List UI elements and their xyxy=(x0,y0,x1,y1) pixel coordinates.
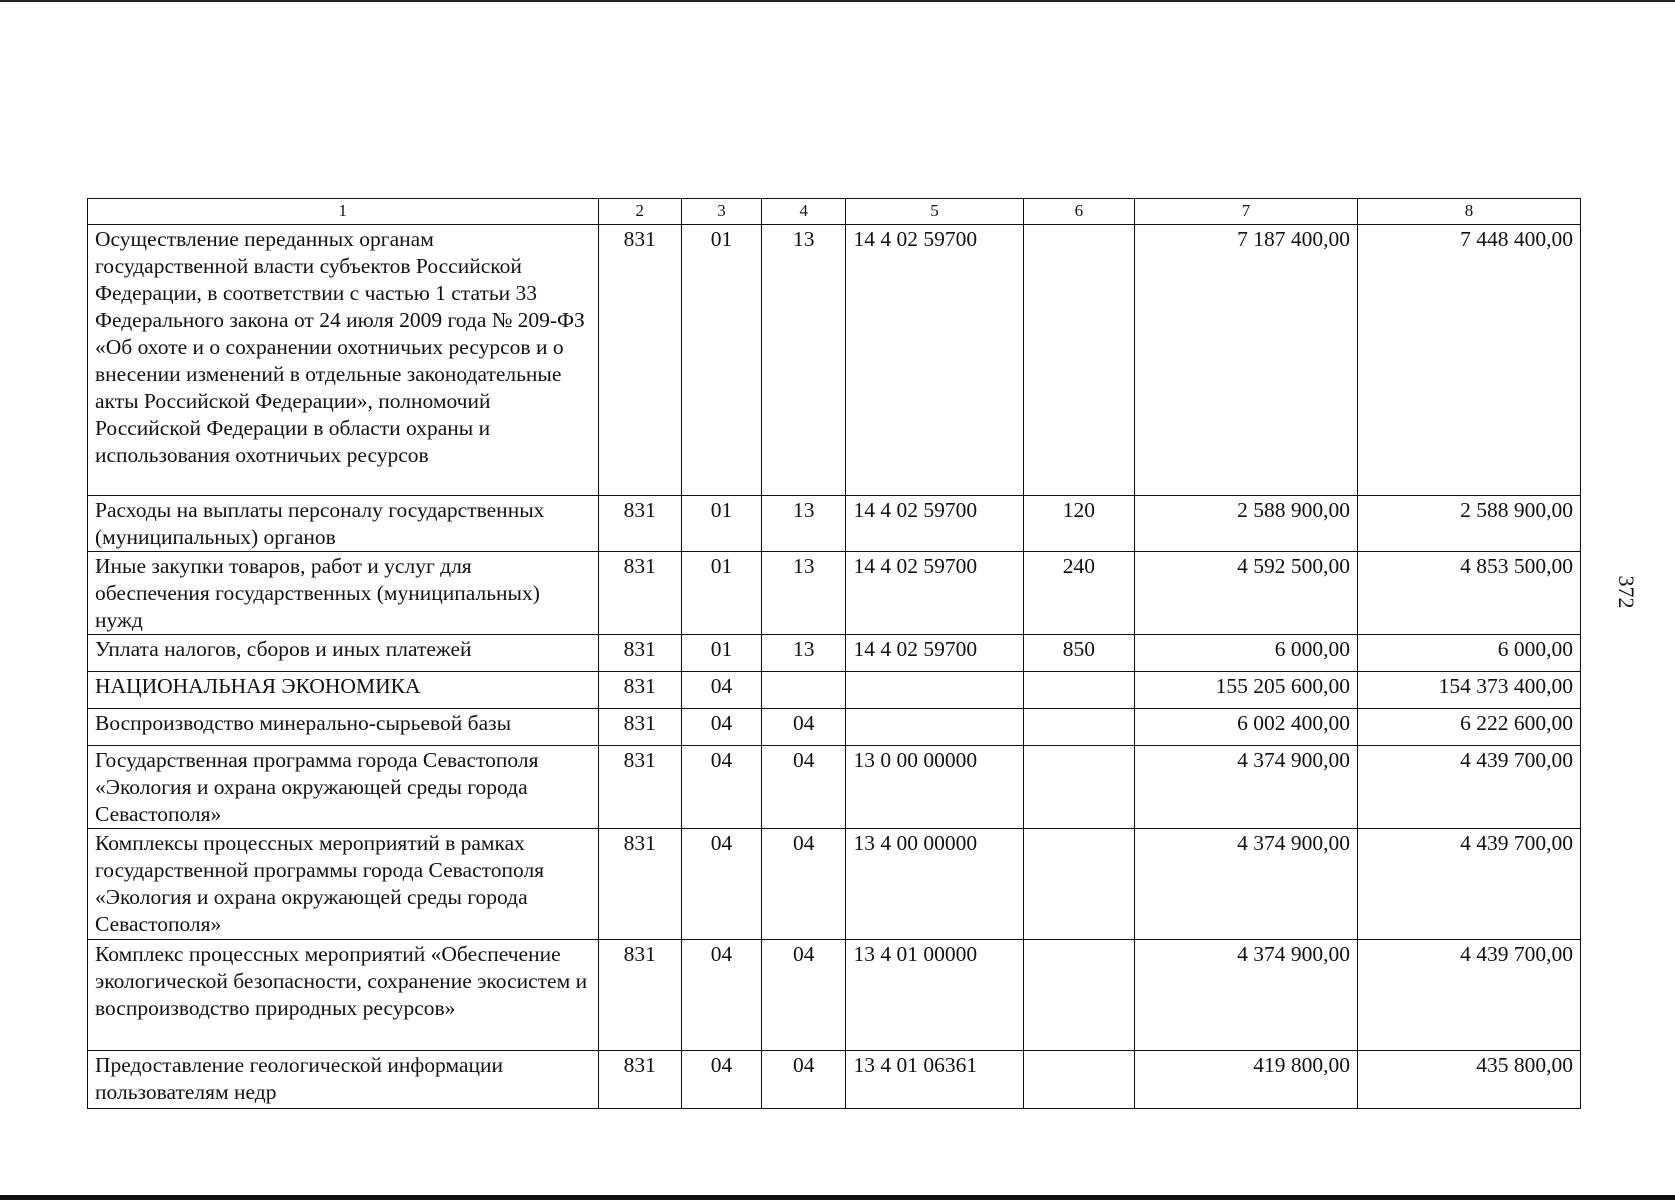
table-row xyxy=(88,709,1581,746)
row-amount-year2: 4 439 700,00 xyxy=(1358,746,1581,829)
row-section-code: 01 xyxy=(681,225,761,496)
row-section-code: 01 xyxy=(681,552,761,635)
row-expense-type xyxy=(1023,225,1134,496)
row-ministry-code: 831 xyxy=(598,552,681,635)
row-ministry-code: 831 xyxy=(598,746,681,829)
row-section-code: 04 xyxy=(681,940,761,1051)
row-section-code: 04 xyxy=(681,672,761,709)
table-row xyxy=(88,672,1581,709)
row-target-article: 14 4 02 59700 xyxy=(846,496,1023,552)
row-description: Уплата налогов, сборов и иных платежей xyxy=(88,635,599,672)
row-description: Комплекс процессных мероприятий «Обеспечение экологической безопасности, сохранение экосистем и воспроизводство природных ресурсов» xyxy=(88,940,599,1051)
row-amount-year1: 419 800,00 xyxy=(1135,1051,1358,1109)
row-description: Государственная программа города Севастополя «Экология и охрана окружающей среды города Севастополя» xyxy=(88,746,599,829)
column-header: 1 xyxy=(88,199,599,225)
row-amount-year2: 4 439 700,00 xyxy=(1358,940,1581,1051)
row-ministry-code: 831 xyxy=(598,709,681,746)
row-target-article: 13 4 01 06361 xyxy=(846,1051,1023,1109)
row-ministry-code: 831 xyxy=(598,496,681,552)
row-description: Воспроизводство минерально-сырьевой базы xyxy=(88,709,599,746)
row-amount-year1: 2 588 900,00 xyxy=(1135,496,1358,552)
table-row xyxy=(88,829,1581,940)
table-row xyxy=(88,225,1581,496)
row-description: Комплексы процессных мероприятий в рамках государственной программы города Севастополя «Экология и охрана окружающей среды города Севастополя» xyxy=(88,829,599,940)
row-description: Предоставление геологической информации пользователям недр xyxy=(88,1051,599,1109)
table-row xyxy=(88,746,1581,829)
row-subsection-code: 04 xyxy=(762,1051,846,1109)
column-header: 5 xyxy=(846,199,1023,225)
row-amount-year2: 6 000,00 xyxy=(1358,635,1581,672)
row-subsection-code: 13 xyxy=(762,496,846,552)
row-section-code: 01 xyxy=(681,635,761,672)
row-amount-year1: 4 592 500,00 xyxy=(1135,552,1358,635)
row-expense-type xyxy=(1023,709,1134,746)
row-expense-type xyxy=(1023,1051,1134,1109)
row-subsection-code: 13 xyxy=(762,552,846,635)
row-section-code: 04 xyxy=(681,1051,761,1109)
row-amount-year2: 6 222 600,00 xyxy=(1358,709,1581,746)
row-amount-year1: 4 374 900,00 xyxy=(1135,746,1358,829)
table-row xyxy=(88,1051,1581,1109)
row-amount-year1: 6 002 400,00 xyxy=(1135,709,1358,746)
budget-table xyxy=(87,198,1581,1109)
row-expense-type: 850 xyxy=(1023,635,1134,672)
table-row xyxy=(88,635,1581,672)
row-subsection-code: 04 xyxy=(762,709,846,746)
row-amount-year1: 4 374 900,00 xyxy=(1135,829,1358,940)
row-subsection-code: 04 xyxy=(762,940,846,1051)
row-ministry-code: 831 xyxy=(598,672,681,709)
row-subsection-code: 04 xyxy=(762,746,846,829)
row-description: Осуществление переданных органам государственной власти субъектов Российской Федерации, в соответствии с частью 1 статьи 33 Федерального закона от 24 июля 2009 года № 209-ФЗ «Об охоте и о сохранении охотничьих ресурсов и о внесении изменений в отдельные законодательные акты Российской Федерации», полномочий Российской Федерации в области охраны и использования охотничьих ресурсов xyxy=(88,225,599,496)
row-expense-type xyxy=(1023,829,1134,940)
row-ministry-code: 831 xyxy=(598,1051,681,1109)
table-row xyxy=(88,496,1581,552)
table-row xyxy=(88,552,1581,635)
scan-edge-bottom xyxy=(0,1195,1675,1200)
row-section-code: 04 xyxy=(681,746,761,829)
row-description: НАЦИОНАЛЬНАЯ ЭКОНОМИКА xyxy=(88,672,599,709)
row-description: Расходы на выплаты персоналу государственных (муниципальных) органов xyxy=(88,496,599,552)
row-amount-year2: 2 588 900,00 xyxy=(1358,496,1581,552)
row-expense-type xyxy=(1023,940,1134,1051)
row-subsection-code xyxy=(762,672,846,709)
row-subsection-code: 04 xyxy=(762,829,846,940)
column-header: 3 xyxy=(681,199,761,225)
row-expense-type xyxy=(1023,672,1134,709)
row-target-article: 14 4 02 59700 xyxy=(846,635,1023,672)
scan-edge-top xyxy=(0,0,1675,2)
row-target-article: 13 0 00 00000 xyxy=(846,746,1023,829)
row-amount-year1: 4 374 900,00 xyxy=(1135,940,1358,1051)
row-amount-year1: 155 205 600,00 xyxy=(1135,672,1358,709)
row-target-article: 14 4 02 59700 xyxy=(846,552,1023,635)
row-expense-type: 120 xyxy=(1023,496,1134,552)
row-target-article: 13 4 00 00000 xyxy=(846,829,1023,940)
row-amount-year2: 4 439 700,00 xyxy=(1358,829,1581,940)
column-header: 6 xyxy=(1023,199,1134,225)
column-header: 4 xyxy=(762,199,846,225)
row-target-article: 13 4 01 00000 xyxy=(846,940,1023,1051)
row-target-article: 14 4 02 59700 xyxy=(846,225,1023,496)
column-header: 8 xyxy=(1358,199,1581,225)
row-expense-type xyxy=(1023,746,1134,829)
row-subsection-code: 13 xyxy=(762,225,846,496)
row-amount-year2: 435 800,00 xyxy=(1358,1051,1581,1109)
row-target-article xyxy=(846,709,1023,746)
table-row xyxy=(88,940,1581,1051)
row-amount-year1: 7 187 400,00 xyxy=(1135,225,1358,496)
column-header: 2 xyxy=(598,199,681,225)
page-number: 372 xyxy=(1614,575,1639,609)
row-amount-year2: 7 448 400,00 xyxy=(1358,225,1581,496)
column-header: 7 xyxy=(1135,199,1358,225)
column-number-header-row xyxy=(88,199,1581,225)
row-target-article xyxy=(846,672,1023,709)
row-section-code: 04 xyxy=(681,829,761,940)
row-subsection-code: 13 xyxy=(762,635,846,672)
row-ministry-code: 831 xyxy=(598,225,681,496)
row-ministry-code: 831 xyxy=(598,940,681,1051)
row-amount-year2: 154 373 400,00 xyxy=(1358,672,1581,709)
row-section-code: 04 xyxy=(681,709,761,746)
row-amount-year2: 4 853 500,00 xyxy=(1358,552,1581,635)
row-section-code: 01 xyxy=(681,496,761,552)
row-ministry-code: 831 xyxy=(598,635,681,672)
row-amount-year1: 6 000,00 xyxy=(1135,635,1358,672)
row-expense-type: 240 xyxy=(1023,552,1134,635)
row-description: Иные закупки товаров, работ и услуг для обеспечения государственных (муниципальных) нужд xyxy=(88,552,599,635)
row-ministry-code: 831 xyxy=(598,829,681,940)
